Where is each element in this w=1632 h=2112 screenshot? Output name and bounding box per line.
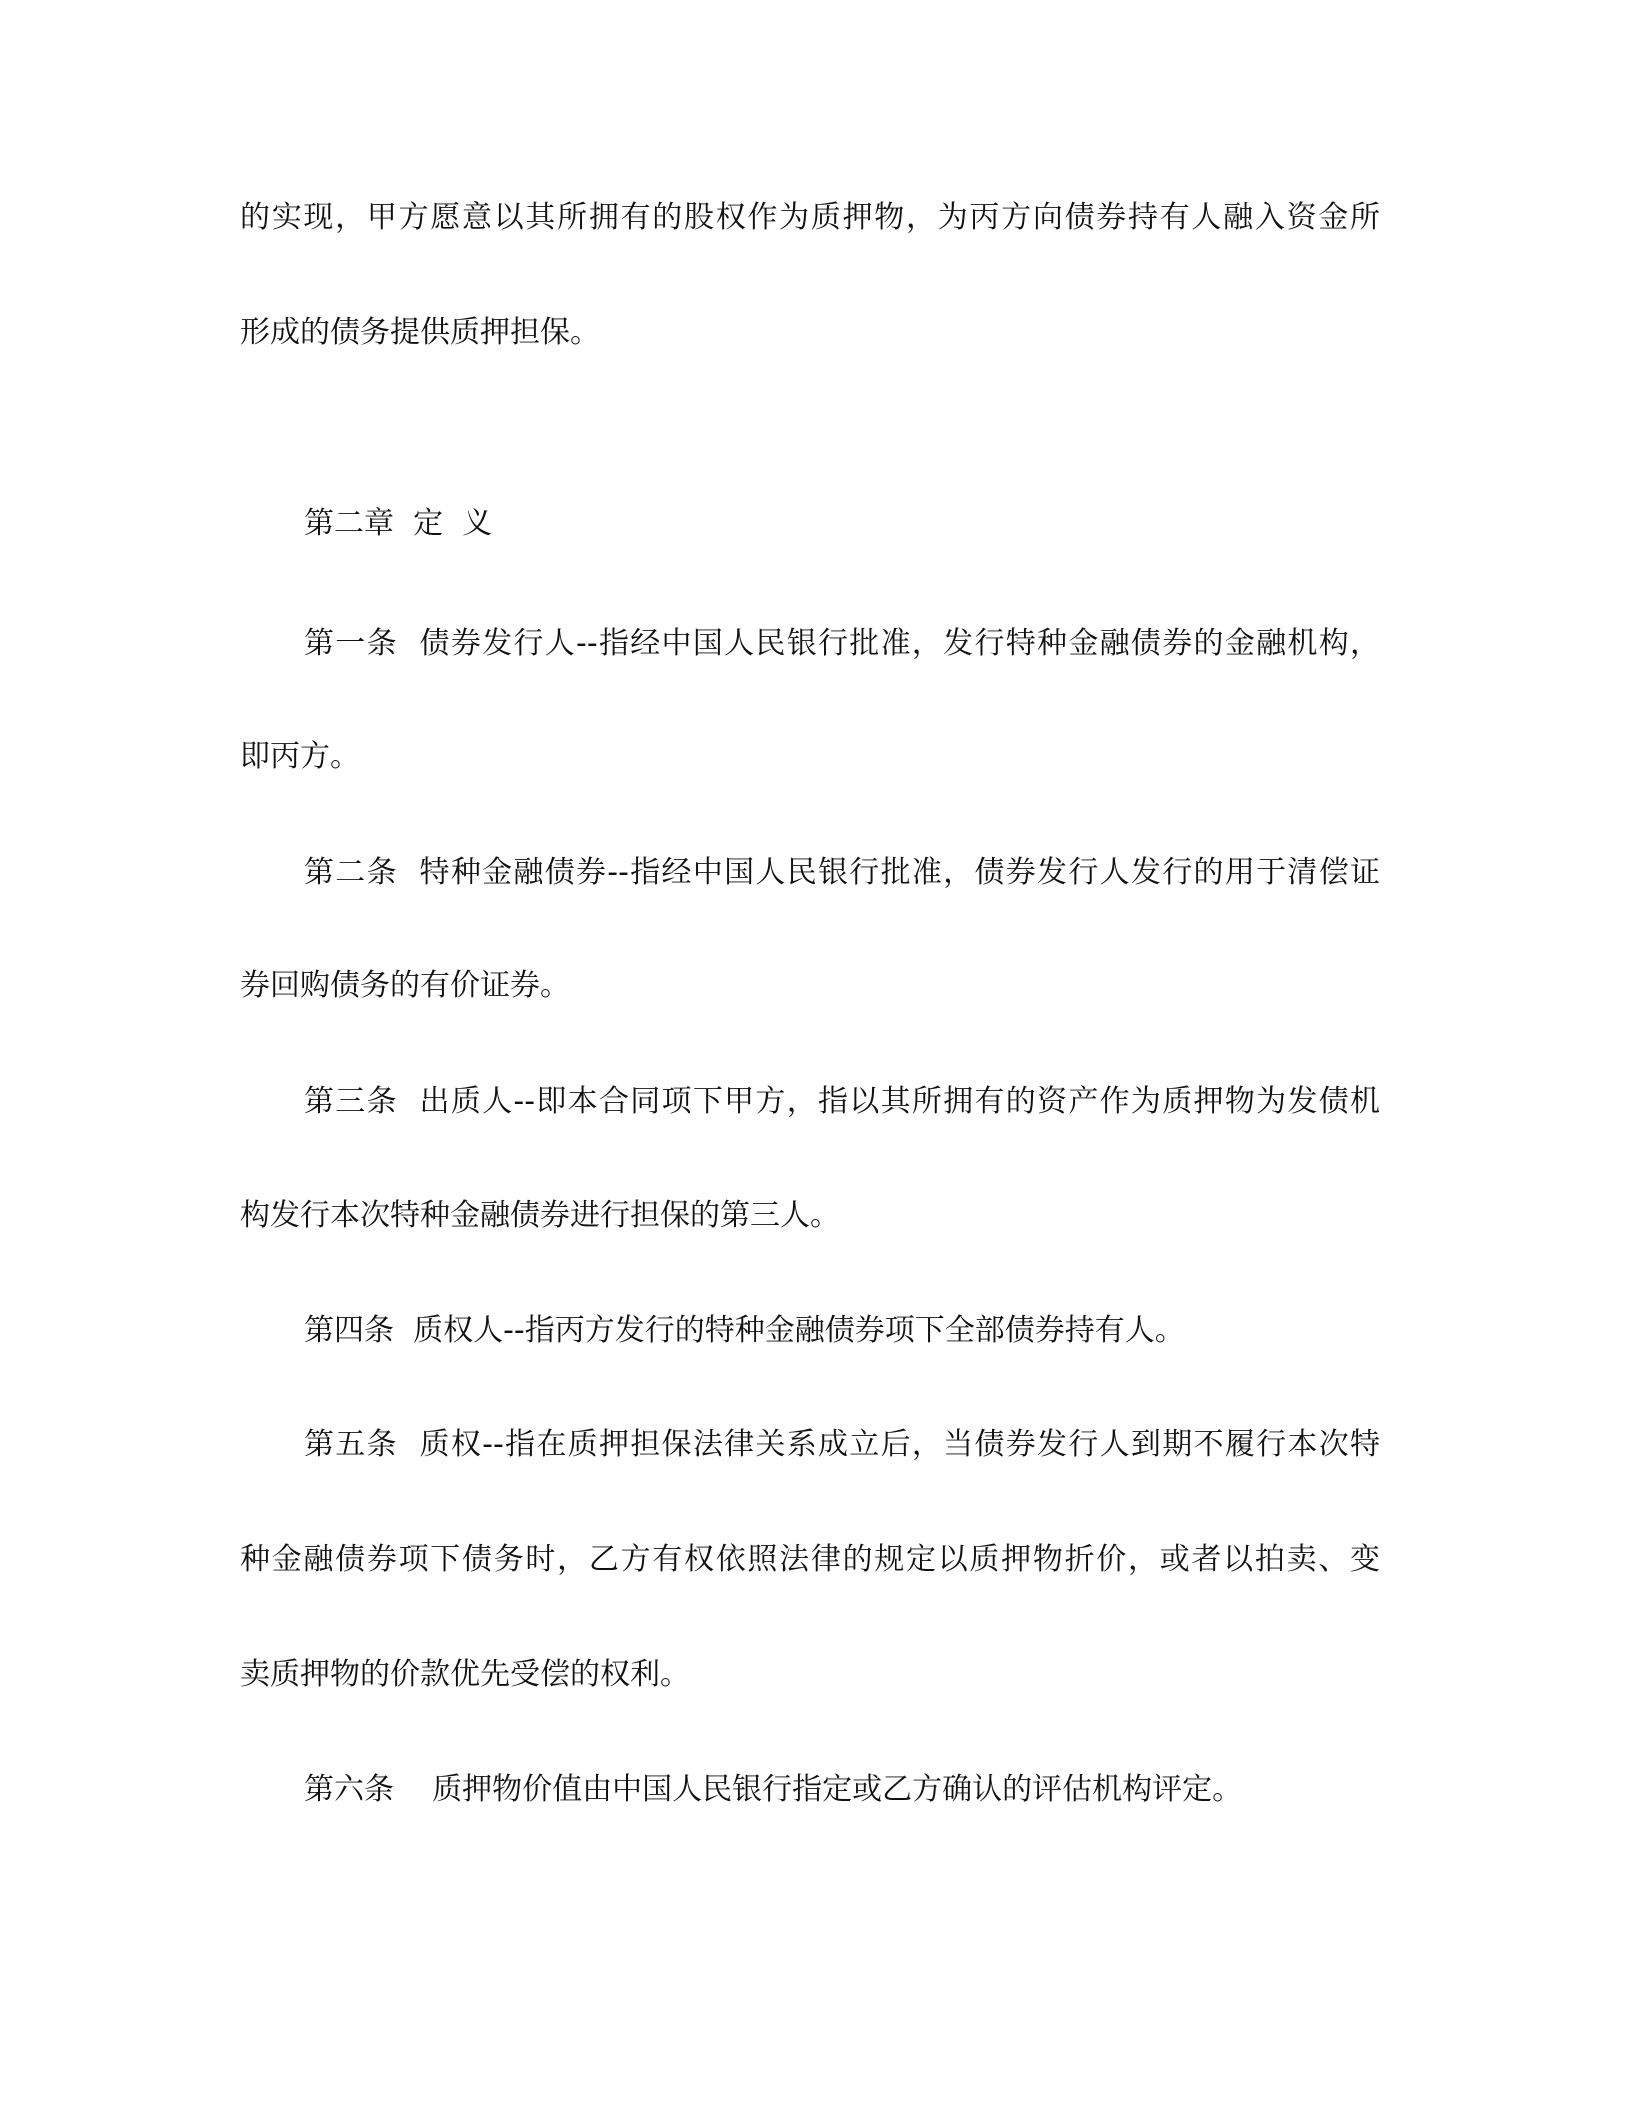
article-line: 第三条 出质人--即本合同项下甲方，指以其所拥有的资产作为质押物为发债机 <box>304 1084 1380 1119</box>
article-line: 第四条 质权人--指丙方发行的特种金融债券项下全部债券持有人。 <box>304 1313 1185 1348</box>
article-line: 卖质押物的价款优先受偿的权利。 <box>240 1657 690 1692</box>
paragraph-line: 的实现，甲方愿意以其所拥有的股权作为质押物，为丙方向债券持有人融入资金所 <box>240 200 1380 235</box>
article-line: 构发行本次特种金融债券进行担保的第三人。 <box>240 1198 840 1233</box>
paragraph-line: 形成的债务提供质押担保。 <box>240 315 600 350</box>
article-line: 券回购债务的有价证券。 <box>240 968 570 1003</box>
article-line: 种金融债券项下债务时，乙方有权依照法律的规定以质押物折价，或者以拍卖、变 <box>240 1542 1380 1577</box>
article-line: 第六条 质押物价值由中国人民银行指定或乙方确认的评估机构评定。 <box>304 1772 1243 1807</box>
article-line: 第一条 债券发行人--指经中国人民银行批准，发行特种金融债券的金融机构， <box>304 626 1380 661</box>
article-line: 即丙方。 <box>240 739 360 774</box>
chapter-heading: 第二章 定 义 <box>304 506 493 541</box>
article-line: 第五条 质权--指在质押担保法律关系成立后，当债券发行人到期不履行本次特 <box>304 1427 1380 1462</box>
article-line: 第二条 特种金融债券--指经中国人民银行批准，债券发行人发行的用于清偿证 <box>304 855 1380 890</box>
